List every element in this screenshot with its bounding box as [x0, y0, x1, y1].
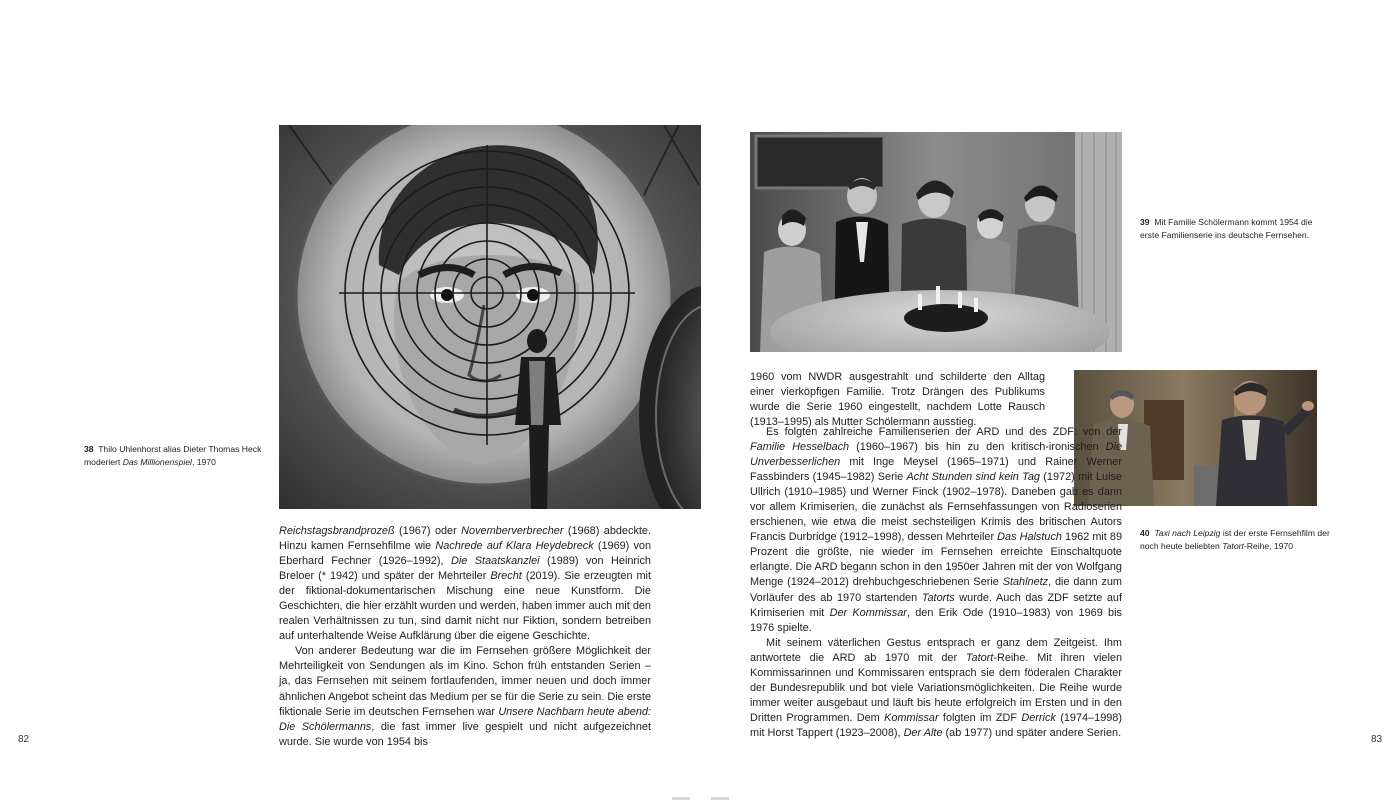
figure-40-caption: [1140, 527, 1330, 552]
caption-title: Das Millionenspiel: [122, 456, 192, 467]
caption-text: Thilo Uhlenhorst alias Dieter Thomas Heck moderiert: [84, 444, 262, 467]
caption-title-2: Tatort: [1222, 540, 1244, 551]
figure-number: 38: [84, 444, 94, 454]
italic-title: Derrick: [1021, 711, 1056, 724]
text-run: (1969) von Eberhard Fechner (1926–1992),: [279, 540, 652, 568]
text-run: 1962 mit 89 Prozent die größte, nie wieder im Fernsehen erreichte Einschaltquote erlangte. Die ARD begann schon in den 1950er Jahren mit der von Wolfgang Menge (1924–2012) drehbuchgeschriebenen Serie: [750, 531, 1123, 589]
italic-title: Familie Hesselbach: [750, 441, 850, 454]
italic-title: Novemberverbrecher: [461, 525, 564, 537]
text-run: (1972) mit Luise Ullrich (1910–1985) und Werner Finck (1902–1978). Daneben gab es dann vor allem Krimiserien, die zunächst als Fernsehfassungen von Radioserien erschienen, wie etwa die meist sechsteiligen Krimis des britischen Autors Francis Durbridge (1912–1998), dessen Mehrteiler: [750, 471, 1122, 544]
text-run: mit Inge Meysel (1965–1971) und Rainer Werner Fassbinders (1945–1982) Serie: [750, 456, 1122, 484]
figure-38-caption: [84, 443, 264, 468]
italic-title: Stahlnetz: [1002, 576, 1049, 589]
text-run: (1967) oder: [394, 525, 462, 537]
text-run: wurde. Auch das ZDF setzte auf Krimiserien mit: [750, 591, 1122, 619]
photo-millionenspiel: [279, 125, 701, 509]
caption-text: ist der erste Fernsehfilm der noch heute beliebten: [1140, 528, 1330, 551]
text-run: , die fast immer live gespielt und nicht aufgezeichnet wurde. Sie wurde von 1954 bis: [279, 720, 652, 748]
italic-title: Unsere Nachbarn heute abend: Die Schölermanns: [279, 705, 651, 733]
caption-year: , 1970: [191, 456, 216, 467]
caption-title: Taxi nach Leipzig: [1154, 528, 1221, 538]
italic-title: Das Halstuch: [997, 531, 1062, 544]
italic-title: Tatorts: [921, 591, 955, 604]
text-run: Es folgten zahlreiche Familienserien der ARD und des ZDF: von der: [766, 426, 1122, 438]
page-number-left: 82: [18, 734, 30, 745]
left-body-text: [279, 524, 651, 750]
figure-39-caption: [1140, 216, 1320, 241]
right-body-text: [750, 425, 1122, 741]
italic-title: Acht Stunden sind kein Tag: [906, 471, 1040, 484]
italic-title: Die Unverbesserlichen: [750, 441, 1122, 469]
text-run: (1989) von Heinrich Breloer (* 1942) und später der Mehrteiler: [279, 555, 651, 583]
paragraph: [279, 524, 651, 644]
italic-title: Der Kommissar: [829, 606, 907, 619]
italic-title: Kommissar: [884, 711, 939, 724]
page-number-right: 83: [1371, 734, 1383, 745]
text-run: -Reihe. Mit ihren vielen Kommissarinnen und Kommissaren entsprach sie dem föderalen Charakter der Bundesrepublik und bot viele Variationsmöglichkeiten. Die Reihe wurde immer weiter ausgebaut und läuft bis heute erfolgreich im Ersten und in den Dritten Programmen. Dem: [750, 651, 1123, 724]
caption-year: -Reihe, 1970: [1243, 540, 1294, 551]
caption-text: Mit Familie Schölermann kommt 1954 die erste Familienserie ins deutsche Fernsehen.: [1140, 217, 1313, 240]
text-run: (ab 1977) und später andere Serien.: [942, 726, 1122, 739]
right-body-text-top: [750, 370, 1045, 430]
text-run: (2019). Sie erzeugten mit der fiktional-dokumentarischen Mischung eine neue Kunstform. Die Geschichten, die hier erzählt wurden und werden, haben immer auch mit den realen Verhältnissen zu tun, sind damit nicht nur Fiktion, sondern betreiben auf unterhaltende Weise Aufklärung über die eigene Geschichte.: [279, 570, 652, 643]
text-run: (1968) abdeckte. Hinzu kamen Fernsehfilme wie: [279, 525, 651, 553]
text-run: (1960–1967) bis hin zu den kritisch-ironischen: [849, 441, 1106, 454]
text-run: folgten im ZDF: [938, 711, 1022, 724]
italic-title: Reichstagsbrandprozeß: [279, 525, 395, 537]
text-run: , den Erik Ode (1910–1983) von 1969 bis 1976 spielte.: [750, 606, 1122, 634]
figure-number: 40: [1140, 528, 1150, 538]
text-run: , die dann zum Vorläufer des ab 1970 startenden: [750, 576, 1122, 604]
text-run: Mit seinem väterlichen Gestus entsprach er ganz dem Zeitgeist. Ihm antwortete die ARD ab 1970 mit der: [750, 636, 1122, 664]
italic-title: Tatort: [965, 651, 994, 664]
paragraph: [750, 636, 1122, 741]
photo-schoelermann-family: [750, 132, 1122, 352]
paragraph: [750, 370, 1045, 430]
text-run: 1960 vom NWDR ausgestrahlt und schilderte den Alltag einer vierköpfigen Familie. Trotz Drängen des Publikums wurde die Serie 1960 eingestellt, nachdem Lotte Rausch (1913–1995) als Mutter Schölermann ausstieg.: [750, 371, 1045, 429]
figure-number: 39: [1140, 217, 1150, 227]
italic-title: Nachrede auf Klara Heydebreck: [435, 540, 594, 553]
paragraph: [750, 425, 1122, 636]
italic-title: Brecht: [490, 570, 522, 583]
italic-title: Die Staatskanzlei: [450, 555, 540, 568]
paragraph: [279, 644, 651, 749]
italic-title: Der Alte: [903, 726, 943, 739]
text-run: Von anderer Bedeutung war die im Fernsehen größere Möglichkeit der Mehrteiligkeit von Sendungen als im Kino. Schon früh entstanden Serien – ja, das Fernsehen mit seinem fortlaufenden, immer neuen und doch immer ähnlichen Angebot scheint das Medium per se für die Serie zu sein. Die erste fiktionale Serie im deutschen Fernsehen war: [279, 645, 651, 718]
text-run: (1974–1998) mit Horst Tappert (1923–2008),: [750, 711, 1122, 739]
